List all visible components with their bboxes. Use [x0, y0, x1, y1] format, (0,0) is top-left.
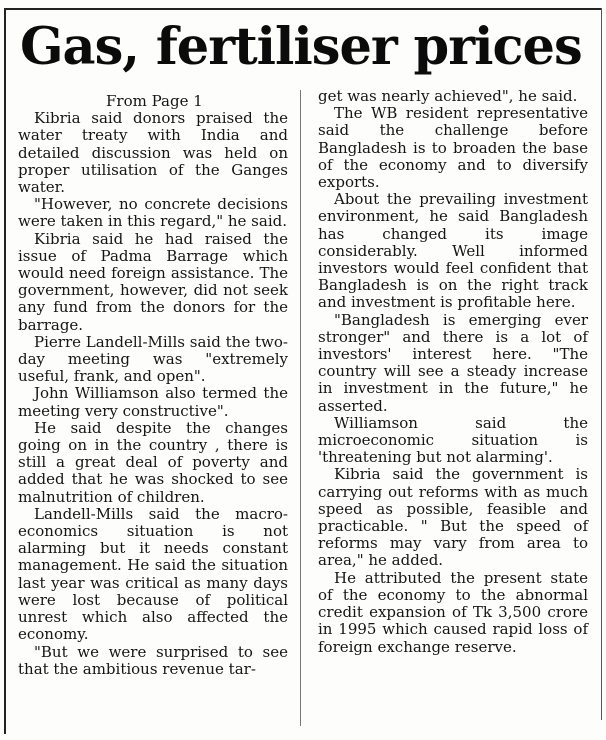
column-divider	[300, 90, 301, 726]
headline: Gas, fertiliser prices	[20, 17, 582, 77]
paragraph: John Williamson also termed the meeting very constructive".	[18, 384, 288, 420]
paragraph: Williamson said the microeconomic situation is 'threatening but not alarming'.	[318, 413, 588, 467]
paragraph: Pierre Landell-Mills said the two-day meeting was "extremely useful, frank, and open".	[18, 332, 288, 386]
top-border-rule	[4, 8, 602, 10]
left-border-rule	[4, 8, 6, 734]
paragraph: Kibria said he had raised the issue of Padma Barrage which would need foreign assistance. The government, however, did not seek any fund from the donors for the barrage.	[18, 229, 288, 334]
paragraph: Kibria said donors praised the water treaty with India and detailed discussion was held on proper utilisation of the Ganges water.	[18, 109, 288, 197]
paragraph: "However, no concrete decisions were taken in this regard," he said.	[18, 195, 288, 231]
paragraph: Landell-Mills said the macro-economics situation is not alarming but it needs constant management. He said the situation last year was critical as many days were lost because of political unrest which also affected the economy.	[18, 504, 288, 644]
paragraph: He said despite the changes going on in the country , there is still a great deal of poverty and added that he was shocked to see malnutrition of children.	[18, 418, 288, 506]
paragraph: He attributed the present state of the economy to the abnormal credit expansion of Tk 3,500 crore in 1995 which caused rapid loss of foreign exchange reserve.	[318, 568, 588, 656]
paragraph: About the prevailing investment environment, he said Bangladesh has changed its image considerably. Well informed investors would feel confident that Bangladesh is on the right track and investment is profitable here.	[318, 190, 588, 312]
article-column-right	[318, 88, 588, 656]
paragraph: Kibria said the government is carrying out reforms with as much speed as possible, feasible and practicable. " But the speed of reforms may vary from area to area," he added.	[318, 465, 588, 570]
paragraph: "But we were surprised to see that the ambitious revenue tar-	[18, 642, 288, 678]
paragraph-continued: get was nearly achieved", he said.	[318, 87, 578, 105]
jump-line: From Page 1	[106, 92, 203, 110]
right-border-rule	[601, 8, 602, 720]
paragraph: "Bangladesh is emerging ever stronger" and there is a lot of investors' interest here. "The country will see a steady increase in investment in the future," he asserted.	[318, 310, 588, 415]
paragraph: The WB resident representative said the challenge before Bangladesh is to broaden the base of the economy and to diversify exports.	[318, 104, 588, 192]
article-column-left	[18, 93, 288, 678]
